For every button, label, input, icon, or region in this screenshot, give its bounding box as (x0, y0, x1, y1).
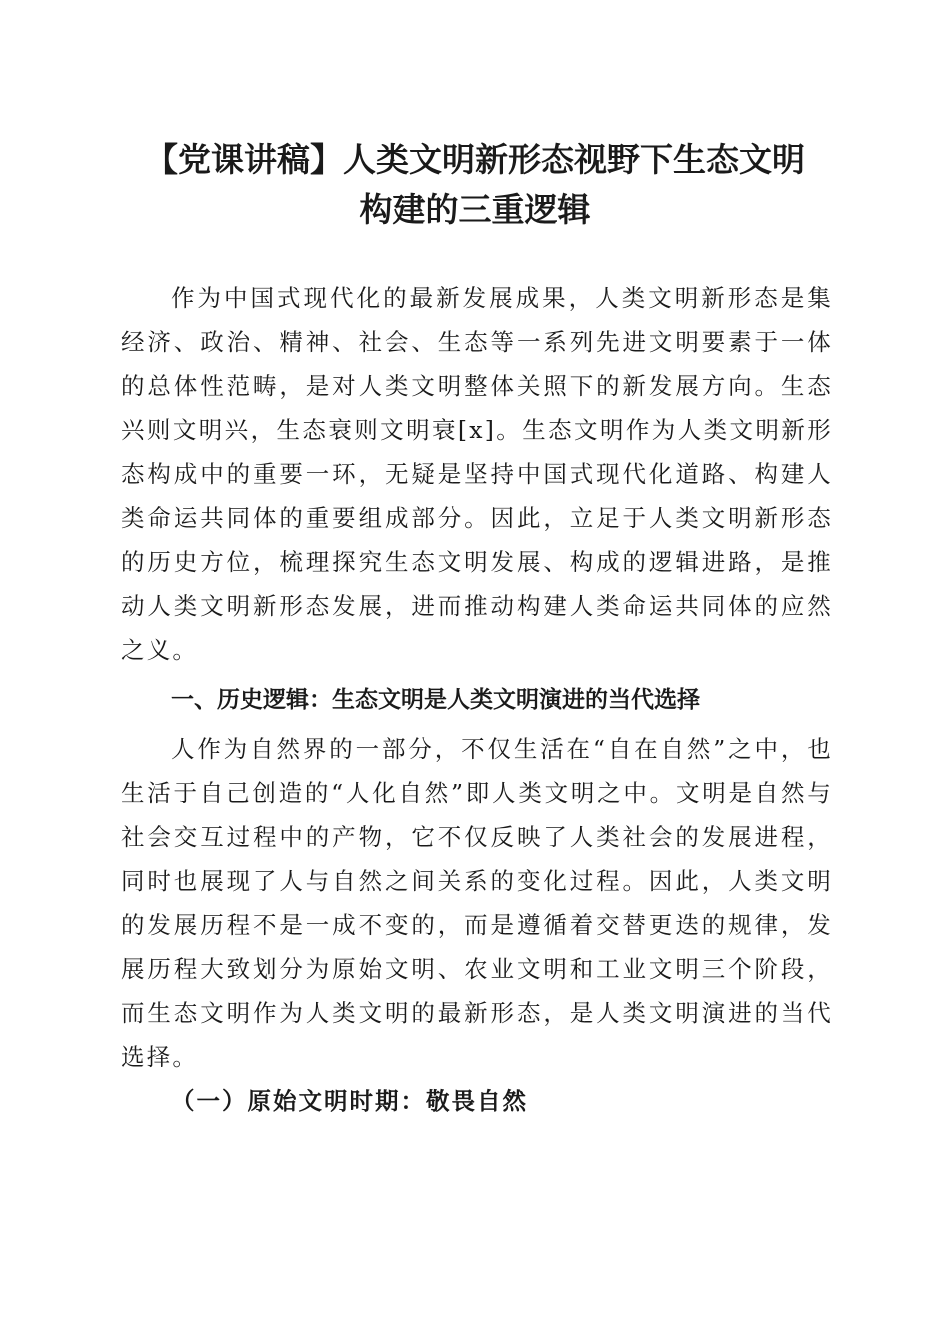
history-paragraph: 人作为自然界的一部分，不仅生活在“自在自然”之中，也生活于自己创造的“人化自然”即人类文明之中。文明是自然与社会交互过程中的产物，它不仅反映了人类社会的发展进程，同时也展现了人与自然之间关系的变化过程。因此，人类文明的发展历程不是一成不变的，而是遵循着交替更迭的规律，发展历程大致划分为原始文明、农业文明和工业文明三个阶段，而生态文明作为人类文明的最新形态，是人类文明演进的当代选择。 (121, 735, 833, 1071)
section-heading-history: 一、历史逻辑：生态文明是人类文明演进的当代选择 (171, 687, 700, 713)
title-line-1: 【党课讲稿】人类文明新形态视野下生态文明 (145, 140, 805, 179)
subsection-heading-primitive: （一）原始文明时期：敬畏自然 (171, 1087, 528, 1115)
document-title (100, 135, 850, 235)
intro-paragraph: 作为中国式现代化的最新发展成果，人类文明新形态是集经济、政治、精神、社会、生态等一系列先进文明要素于一体的总体性范畴，是对人类文明整体关照下的新发展方向。生态兴则文明兴，生态衰则文明衰[x]。生态文明作为人类文明新形态构成中的重要一环，无疑是坚持中国式现代化道路、构建人类命运共同体的重要组成部分。因此，立足于人类文明新形态的历史方位，梳理探究生态文明发展、构成的逻辑进路，是推动人类文明新形态发展，进而推动构建人类命运共同体的应然之义。 (121, 284, 833, 664)
title-line-2: 构建的三重逻辑 (359, 190, 591, 229)
